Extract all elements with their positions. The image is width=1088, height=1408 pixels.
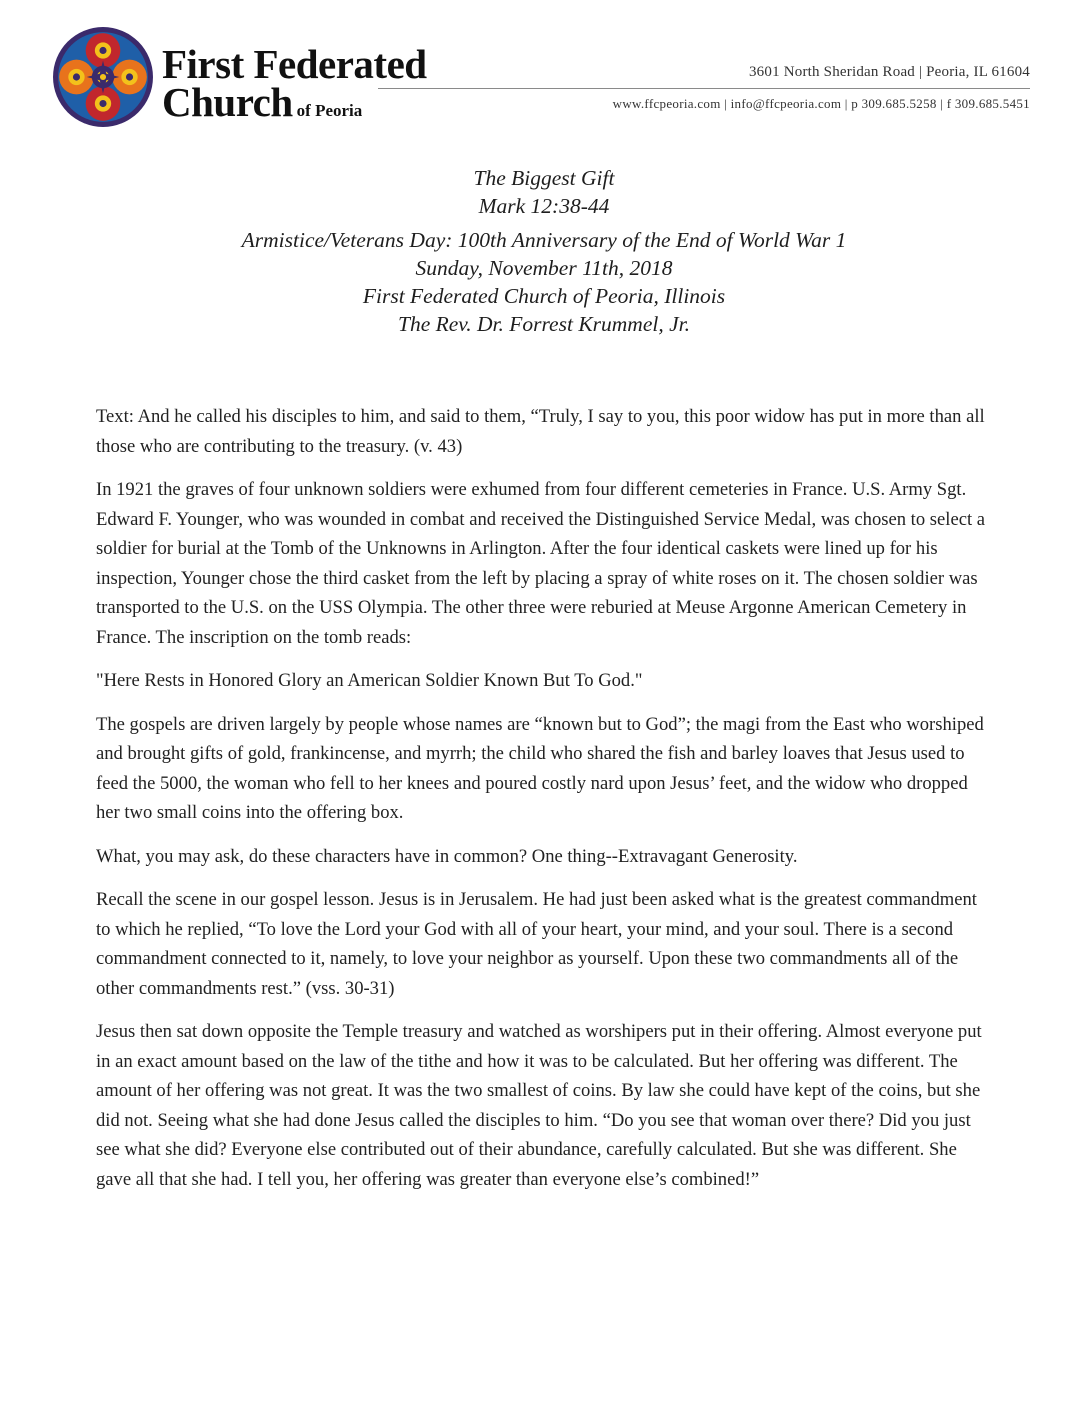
paragraph-common-thing: What, you may ask, do these characters have in common? One thing--Extravagant Generosity. bbox=[96, 845, 798, 867]
paragraph-known-but-to-god: The gospels are driven largely by people whose names are “known but to God”; the magi from the East who worshiped and brought gifts of gold, frankincense, and myrrh; the child who shared the fish and barley loaves that Jesus used to feed the 5000, the woman who fell to her knees and poured costly nard upon Jesus’ feet, and the widow who dropped her two small coins into the offering box. bbox=[96, 713, 984, 823]
sermon-date: Sunday, November 11th, 2018 bbox=[415, 256, 673, 280]
sermon-preacher: The Rev. Dr. Forrest Krummel, Jr. bbox=[397, 312, 690, 336]
paragraph-widow-offering: Jesus then sat down opposite the Temple treasury and watched as worshipers put in their offering. Almost everyone put in an exact amount based on the law of the tithe and how it was to be calculated. But her offering was different. The amount of her offering was not great. It was the two smallest of coins. By law she could have kept of the coins, but she did not. Seeing what she had done Jesus called the disciples to him. “Do you see that woman over there? Did you just see what she did? Everyone else contributed out of their abundance, carefully calculated. But she was different. She gave all that she had. I tell you, her offering was greater than everyone else’s combined!” bbox=[96, 1021, 982, 1190]
church-contact-line: www.ffcpeoria.com | info@ffcpeoria.com | p 309.685.5258 | f 309.685.5451 bbox=[612, 96, 1030, 111]
header-rule bbox=[378, 88, 1030, 89]
letterhead bbox=[0, 0, 1088, 130]
paragraph-gospel-scene: Recall the scene in our gospel lesson. Jesus is in Jerusalem. He had just been asked what is the greatest commandment to which he replied, “To love the Lord your God with all of your heart, your mind, and your soul. There is a second commandment connected to it, namely, to love your neighbor as yourself. Upon these two commandments all of the other commandments rest.” (vss. 30-31) bbox=[96, 889, 977, 999]
sermon-church: First Federated Church of Peoria, Illinois bbox=[362, 284, 726, 308]
wordmark-of-peoria: of Peoria bbox=[296, 101, 363, 120]
wordmark-line2 bbox=[162, 79, 363, 125]
wordmark-line1: First Federated bbox=[162, 41, 427, 87]
wordmark-church: Church bbox=[162, 79, 293, 125]
church-logo-icon bbox=[52, 26, 154, 128]
paragraph-text-citation: Text: And he called his disciples to him, and said to them, “Truly, I say to you, this poor widow has put in more than all those who are contributing to the treasury. (v. 43) bbox=[96, 406, 985, 457]
sermon-body bbox=[96, 402, 996, 1208]
sermon-title: The Biggest Gift bbox=[473, 166, 615, 190]
church-address: 3601 North Sheridan Road | Peoria, IL 61604 bbox=[748, 64, 1030, 80]
paragraph-inscription: "Here Rests in Honored Glory an American Soldier Known But To God." bbox=[96, 670, 643, 691]
sermon-heading bbox=[0, 164, 1088, 338]
sermon-scripture: Mark 12:38-44 bbox=[478, 194, 610, 218]
sermon-occasion: Armistice/Veterans Day: 100th Anniversary of the End of World War 1 bbox=[241, 228, 847, 252]
paragraph-unknown-soldier: In 1921 the graves of four unknown soldiers were exhumed from four different cemeteries in France. U.S. Army Sgt. Edward F. Younger, who was wounded in combat and received the Distinguished Service Medal, was chosen to select a soldier for burial at the Tomb of the Unknowns in Arlington. After the four identical caskets were lined up for his inspection, Younger chose the third casket from the left by placing a spray of white roses on it. The chosen soldier was transported to the U.S. on the USS Olympia. The other three were reburied at Meuse Argonne American Cemetery in France. The inscription on the tomb reads: bbox=[96, 479, 986, 648]
